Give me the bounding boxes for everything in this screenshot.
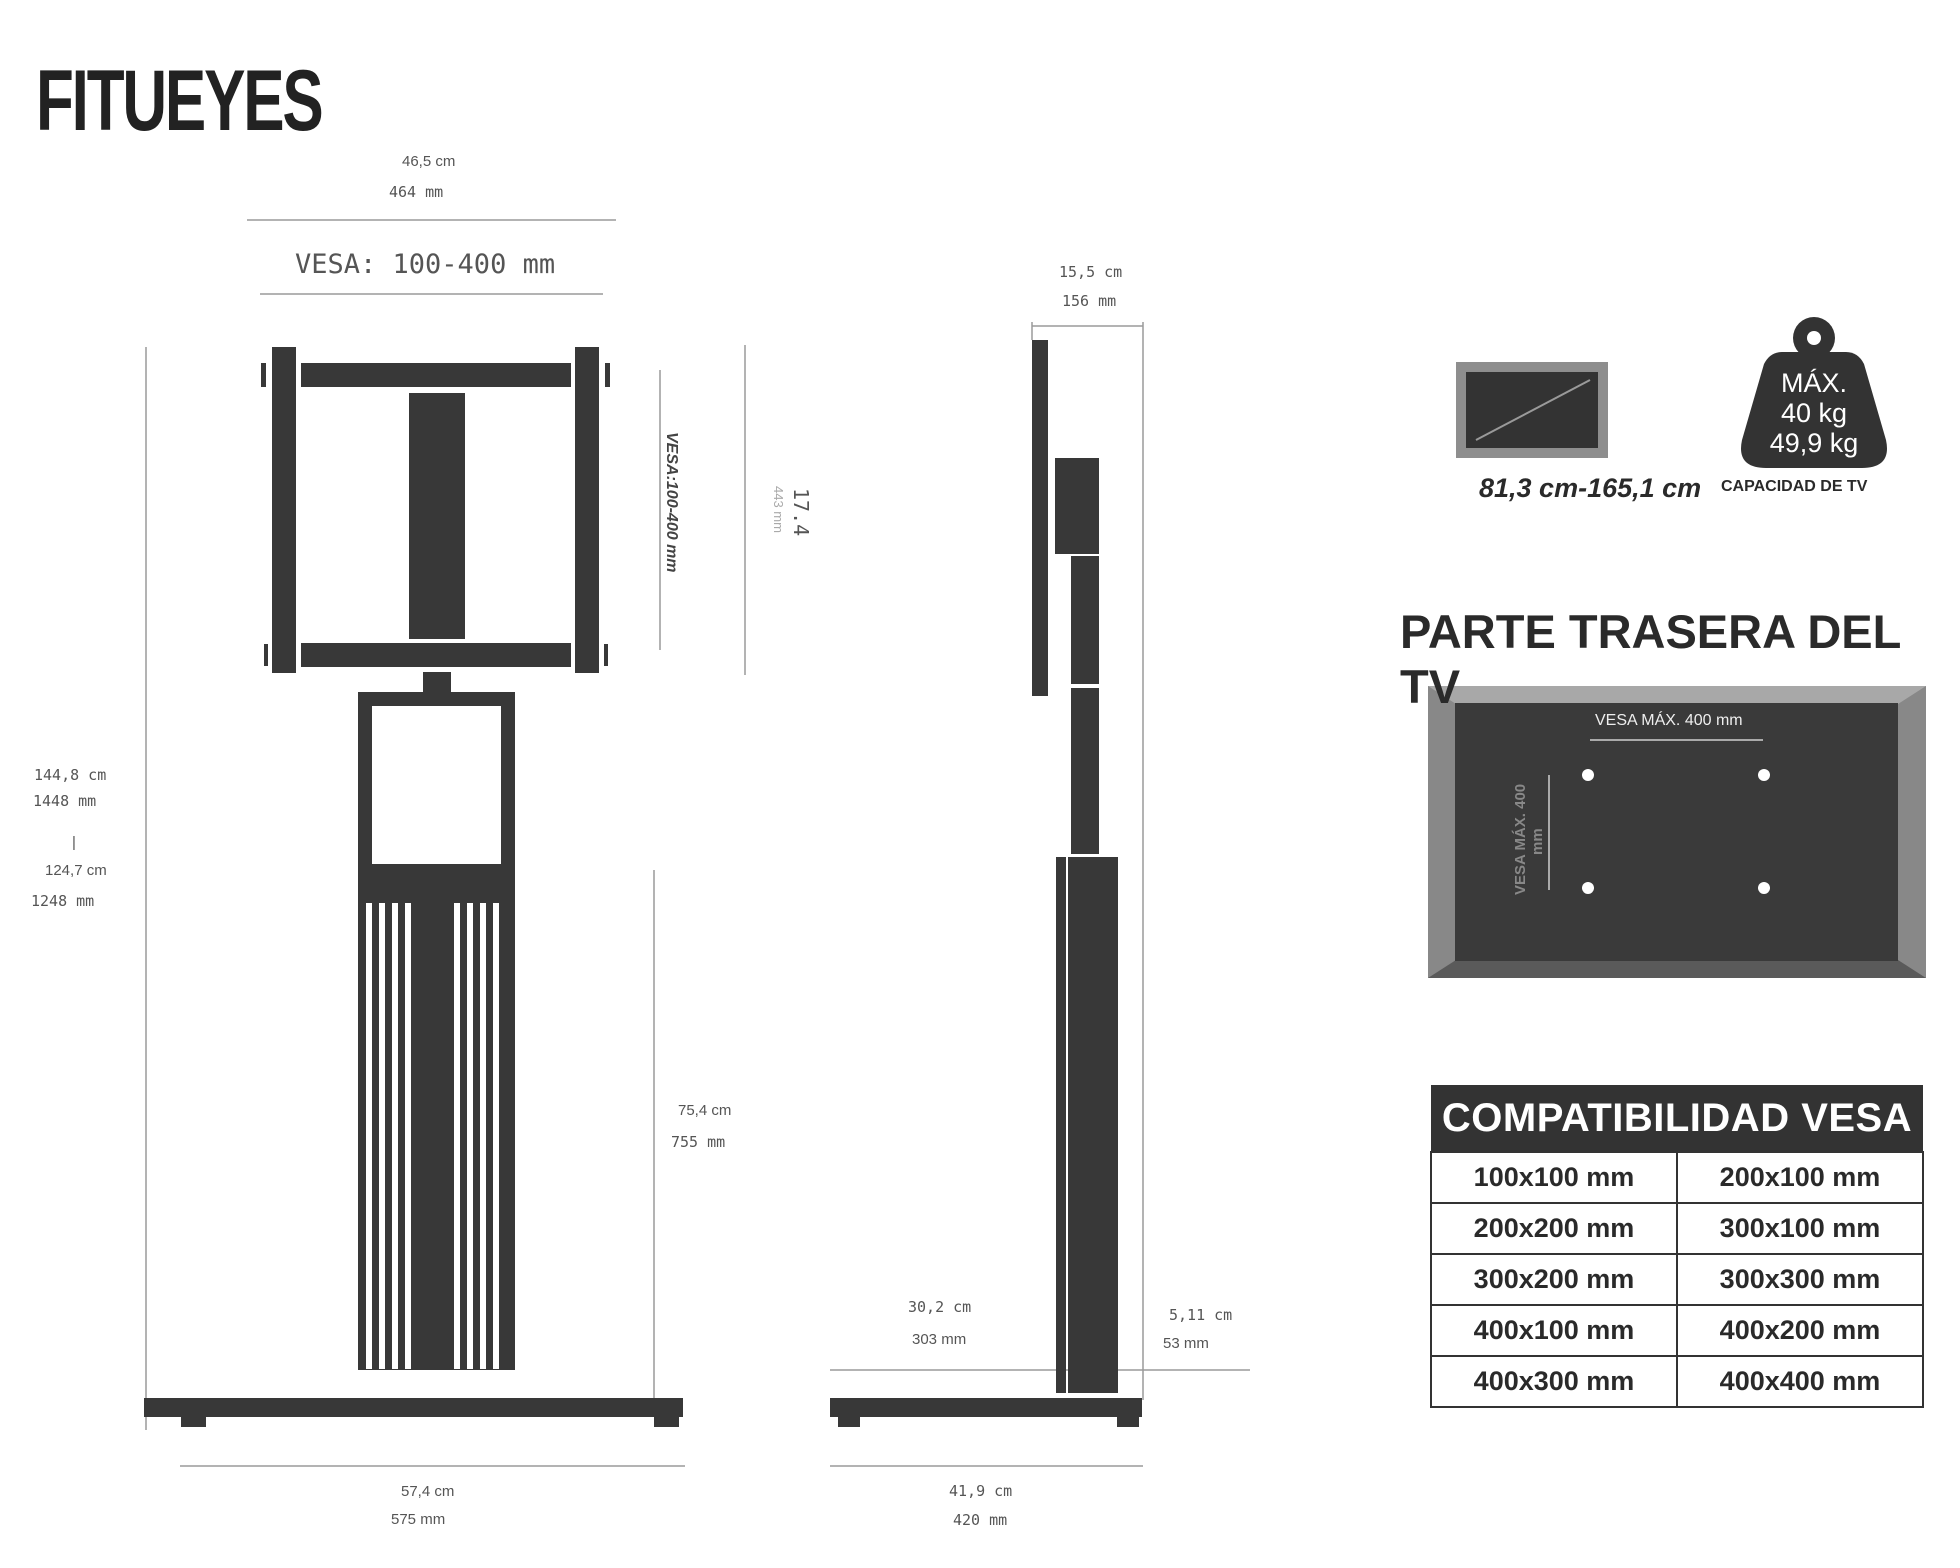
- brand-logo: FITUEYES: [36, 53, 322, 149]
- front-height-separator: |: [72, 834, 76, 851]
- weight-line2: 40 kg: [1780, 398, 1848, 428]
- front-lower-cm: 75,4 cm: [678, 1102, 732, 1119]
- vesa-hole: [1582, 769, 1594, 781]
- table-row: [1431, 1254, 1923, 1305]
- side-foot-cm: 5,11 cm: [1169, 1306, 1233, 1324]
- front-width-mm: 464 mm: [389, 183, 444, 201]
- side-base-mm: 420 mm: [953, 1511, 1008, 1529]
- front-bottom-bar: [301, 643, 571, 667]
- vesa-compat-table: [1430, 1085, 1924, 1408]
- vesa-hole: [1758, 882, 1770, 894]
- compat-cell: 200x100 mm: [1677, 1152, 1923, 1203]
- compat-heading: COMPATIBILIDAD VESA: [1431, 1085, 1923, 1152]
- side-offset-mm: 303 mm: [912, 1331, 967, 1348]
- side-depth-top-mm: 156 mm: [1062, 292, 1117, 310]
- capacity-label: CAPACIDAD DE TV: [1721, 478, 1868, 495]
- compat-cell: 300x200 mm: [1431, 1254, 1677, 1305]
- side-base-cm: 41,9 cm: [949, 1482, 1013, 1500]
- side-depth-top-cm: 15,5 cm: [1059, 263, 1123, 281]
- side-stand: [830, 340, 1142, 1427]
- weight-line3: 49,9 kg: [1769, 428, 1859, 458]
- side-foot-mm: 53 mm: [1163, 1335, 1209, 1352]
- side-offset-cm: 30,2 cm: [908, 1298, 972, 1316]
- front-side-mm: 443 mm: [771, 486, 786, 533]
- table-row: [1431, 1203, 1923, 1254]
- front-column-frame: [358, 692, 515, 870]
- side-tv-plate: [1032, 340, 1048, 696]
- front-height-max-cm: 144,8 cm: [34, 766, 107, 784]
- front-height-min-cm: 124,7 cm: [45, 862, 107, 879]
- front-base-mm: 575 mm: [391, 1511, 446, 1528]
- compat-cell: 100x100 mm: [1431, 1152, 1677, 1203]
- compat-cell: 400x200 mm: [1677, 1305, 1923, 1356]
- front-vesa-vertical: VESA:100-400 mm: [663, 432, 680, 573]
- tv-back-heading: PARTE TRASERA DEL TV: [1400, 605, 1901, 713]
- front-height-max-mm: 1448 mm: [33, 792, 97, 810]
- front-vesa-title: VESA: 100-400 mm: [295, 249, 556, 280]
- weight-max-label: [1754, 368, 1874, 458]
- front-top-bar: [301, 363, 571, 387]
- vesa-hole: [1582, 882, 1594, 894]
- front-base-cm: 57,4 cm: [401, 1483, 455, 1500]
- compat-cell: 400x300 mm: [1431, 1356, 1677, 1407]
- front-side-value: 17.4: [789, 488, 813, 537]
- compat-cell: 400x100 mm: [1431, 1305, 1677, 1356]
- compat-cell: 200x200 mm: [1431, 1203, 1677, 1254]
- front-left-bracket: [272, 347, 296, 673]
- tv-back-vesa-vertical-line2: mm: [1529, 828, 1546, 855]
- tv-back-vesa-vertical: [1512, 784, 1546, 895]
- front-stand: [144, 347, 683, 1427]
- front-lower-mm: 755 mm: [671, 1133, 726, 1151]
- table-row: [1431, 1152, 1923, 1203]
- side-bracket: [1055, 458, 1099, 554]
- table-row: [1431, 1305, 1923, 1356]
- tv-back-vesa-horizontal: VESA MÁX. 400 mm: [1595, 712, 1743, 729]
- tv-size-range: 81,3 cm-165,1 cm: [1479, 473, 1702, 503]
- tv-screen-icon: [1456, 362, 1608, 458]
- compat-cell: 400x400 mm: [1677, 1356, 1923, 1407]
- vesa-hole: [1758, 769, 1770, 781]
- compat-cell: 300x300 mm: [1677, 1254, 1923, 1305]
- compat-cell: 300x100 mm: [1677, 1203, 1923, 1254]
- weight-line1: MÁX.: [1780, 368, 1847, 398]
- side-base: [830, 1398, 1142, 1417]
- front-width-cm: 46,5 cm: [402, 153, 456, 170]
- front-center-plate: [409, 393, 465, 639]
- front-right-bracket: [575, 347, 599, 673]
- side-column: [1068, 857, 1118, 1393]
- table-row: [1431, 1356, 1923, 1407]
- tv-back-vesa-vertical-line1: VESA MÁX. 400: [1512, 783, 1529, 895]
- front-base: [144, 1398, 683, 1417]
- front-height-min-mm: 1248 mm: [31, 892, 95, 910]
